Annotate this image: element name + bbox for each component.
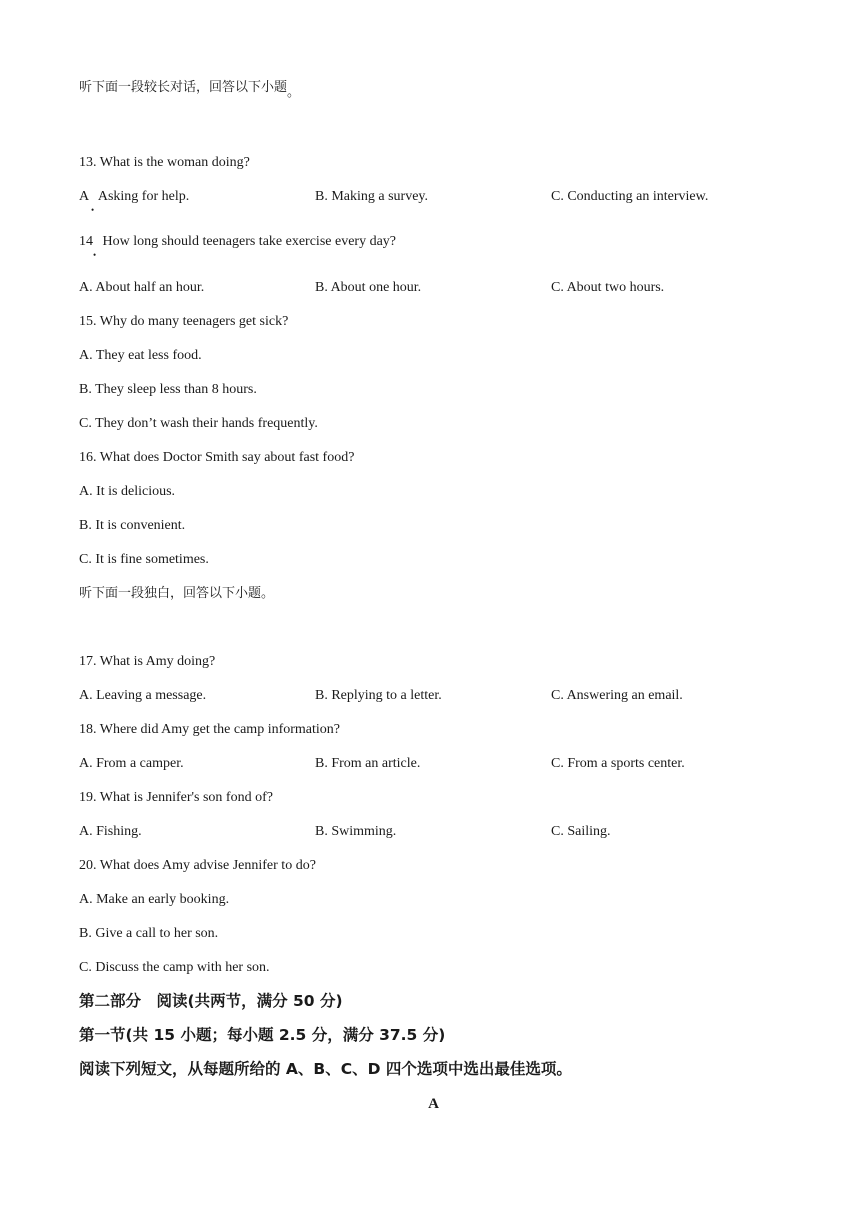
- q19-option-b: B. Swimming.: [315, 824, 397, 839]
- q13-option-b: B. Making a survey.: [315, 189, 429, 204]
- q20-option-c: C. Discuss the camp with her son.: [79, 960, 270, 975]
- q13-option-c: C. Conducting an interview.: [551, 189, 709, 204]
- q13-stem: 13. What is the woman doing?: [79, 155, 250, 170]
- section-intro-dialogue: [79, 79, 301, 100]
- q19-option-a: A. Fishing.: [79, 824, 142, 839]
- q17-stem: 17. What is Amy doing?: [79, 654, 216, 669]
- q18-stem: 18. Where did Amy get the camp information?: [79, 722, 341, 737]
- q14-option-b: B. About one hour.: [315, 280, 422, 295]
- q16-option-c: C. It is fine sometimes.: [79, 552, 209, 567]
- q15-option-c: C. They don’t wash their hands frequently.: [79, 416, 318, 431]
- q13-option-a-text: Asking for help.: [97, 189, 190, 204]
- passage-label: A: [428, 1096, 439, 1112]
- q20-option-b: B. Give a call to her son.: [79, 926, 219, 941]
- q19-stem: 19. What is Jennifer's son fond of?: [79, 790, 273, 805]
- q13-option-a: [79, 188, 189, 206]
- q15-stem: 15. Why do many teenagers get sick?: [79, 314, 289, 329]
- q14-option-a: A. About half an hour.: [79, 280, 205, 295]
- q14-number: 14: [79, 234, 93, 249]
- q20-stem: 20. What does Amy advise Jennifer to do?: [79, 858, 316, 873]
- q13-option-a-letter: A: [79, 189, 89, 204]
- q20-option-a: A. Make an early booking.: [79, 892, 230, 907]
- part2-title: 第二部分 阅读(共两节，满分 50 分): [79, 992, 343, 1010]
- q17-option-a: A. Leaving a message.: [79, 688, 207, 703]
- intro-dialogue-mark: 。: [287, 85, 301, 100]
- intro-dialogue-text: 听下面一段较长对话，回答以下小题: [79, 80, 288, 95]
- q18-option-a: A. From a camper.: [79, 756, 184, 771]
- q15-option-a: A. They eat less food.: [79, 348, 202, 363]
- q14-option-c: C. About two hours.: [551, 280, 665, 295]
- reading-instruction: 阅读下列短文，从每题所给的 A、B、C、D 四个选项中选出最佳选项。: [79, 1060, 572, 1078]
- q15-option-b: B. They sleep less than 8 hours.: [79, 382, 257, 397]
- q17-option-b: B. Replying to a letter.: [315, 688, 442, 703]
- q14-number-dot: •: [93, 250, 97, 260]
- q16-option-a: A. It is delicious.: [79, 484, 176, 499]
- q16-stem: 16. What does Doctor Smith say about fast food?: [79, 450, 355, 465]
- section1-title: 第一节(共 15 小题；每小题 2.5 分，满分 37.5 分): [79, 1026, 446, 1044]
- q19-option-c: C. Sailing.: [551, 824, 611, 839]
- q18-option-b: B. From an article.: [315, 756, 421, 771]
- q17-option-c: C. Answering an email.: [551, 688, 683, 703]
- q14-stem: [79, 233, 396, 251]
- q18-option-c: C. From a sports center.: [551, 756, 685, 771]
- q16-option-b: B. It is convenient.: [79, 518, 186, 533]
- section-intro-monologue: 听下面一段独白，回答以下小题。: [79, 586, 275, 601]
- q14-text: How long should teenagers take exercise every day?: [102, 234, 396, 249]
- q13-option-a-dot: •: [91, 205, 95, 215]
